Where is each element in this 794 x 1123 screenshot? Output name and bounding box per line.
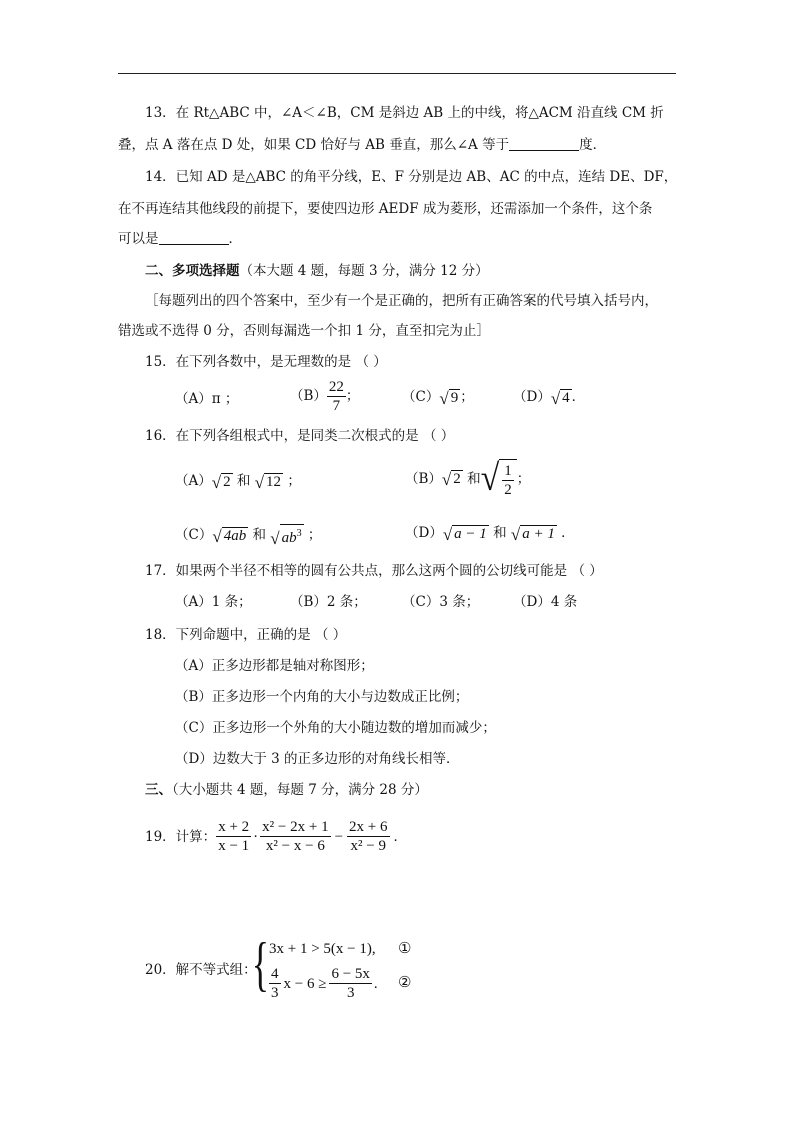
q16-a-and: 和 [236,473,251,489]
q17-stem: 17．如果两个半径不相等的圆有公共点，那么这两个圆的公切线可能是 （ ） [145,563,603,579]
q19-f3-numerator: 2x + 6 [349,819,388,835]
q16-c-sqrt-2: √ $ab^3$ [270,524,303,547]
q16-b-and: 和 [467,471,481,487]
q13-line-2 [118,136,678,154]
q16-d-radicand-2: a + 1 [522,525,555,542]
q19-f2-numerator: x² − 2x + 1 [262,819,329,835]
q14-end: ． [228,231,242,247]
q16-c-end: ； [307,527,322,543]
q16-b-label: （B） [405,471,442,487]
q16-c-and: 和 [252,527,266,543]
header-rule [118,73,676,74]
q16-a-radicand-1: 2 [223,473,231,490]
q19-label: 19．计算： [145,828,217,845]
q16-option-a[interactable] [175,472,301,491]
section-3-title: 三、 [145,782,172,798]
q17-option-b[interactable]: （B）2 条； [290,594,367,610]
q19-fraction-3 [347,818,389,855]
q15-stem: 15．在下列各数中，是无理数的是 （ ） [145,354,387,370]
q16-d-label: （D） [405,525,443,541]
q16-option-c[interactable] [175,524,321,547]
q18-option-b[interactable]: （B）正多边形一个内角的大小与边数成正比例； [175,689,469,705]
q16-a-radicand-2: 12 [266,473,282,490]
q13-line-1: 13．在 Rt△ABC 中，∠A＜∠B，CM 是斜边 AB 上的中线，将△ACM 沿直线 CM 折 [145,105,664,121]
q15-d-sqrt: √ 4 [550,388,570,408]
q20-end: . [373,975,378,992]
q15-c-radicand: 9 [450,389,459,406]
q16-b-end: ； [516,471,531,487]
section-2-title: 二、多项选择题 [145,263,240,279]
q16-c-radicand-2: ab [281,530,297,546]
q20-mark-2: ② [398,975,412,991]
q18-stem: 18．下列命题中，正确的是 （ ） [145,627,347,643]
q16-a-sqrt-2: √ 12 [254,472,282,492]
q15-d-radicand: 4 [562,389,570,406]
q18-option-c[interactable]: （C）正多边形一个外角的大小随边数的增加而减少； [175,720,496,736]
q16-a-sqrt-1: √ 2 [211,472,231,492]
q20-inequality-2 [269,965,378,1002]
q13-answer-blank[interactable] [509,136,579,151]
q13-unit: 度． [579,137,607,153]
q16-option-d[interactable] [405,524,575,543]
q20-mark-1: ① [398,941,412,957]
q16-c-label: （C） [175,527,213,543]
q19-expression [145,818,407,855]
q16-c-exponent: 3 [296,528,302,539]
q19-end: ． [393,828,408,845]
q20-brace: { [251,931,270,997]
q14-line-2: 在不再连结其他线段的前提下，要使四边形 AEDF 成为菱形，还需添加一个条件，这个条 [118,201,653,217]
q20-frac-left [269,965,281,1002]
q15-c-end: ； [460,389,474,405]
q16-d-and: 和 [493,525,507,541]
q20-frac-right [329,965,371,1002]
q14-line-3 [118,230,678,248]
q16-a-end: ； [287,473,301,489]
q16-d-sqrt-1: √ a − 1 [442,524,487,544]
section-2-heading [145,262,705,280]
q16-a-label: （A） [175,473,212,489]
q15-b-denominator: 7 [332,398,341,414]
q19-fraction-2 [260,818,330,855]
q19-f1-numerator: x + 2 [218,819,250,835]
q16-b-numerator: 1 [504,463,512,479]
q15-d-label: （D） [513,389,551,405]
q20-middle: x − 6 ≥ [283,975,327,992]
q20-left-numerator: 4 [271,966,279,982]
q19-dot: · [253,828,259,845]
q19-f3-denominator: x² − 9 [350,838,387,854]
q17-option-d[interactable]: （D）4 条 [513,594,578,610]
q20-label: 20．解不等式组： [145,962,257,978]
q20-left-denominator: 3 [271,985,279,1001]
q16-d-sqrt-2: √ a + 1 [510,524,555,544]
q17-option-c[interactable]: （C）3 条； [402,594,480,610]
q16-d-radicand-1: a − 1 [454,525,487,542]
q14-text: 可以是 [118,231,159,247]
q15-b-end: ； [345,388,360,404]
q19-fraction-1 [216,818,251,855]
q16-b-sqrt-1: √ 2 [441,470,461,489]
q13-text: 叠，点 A 落在点 D 处，如果 CD 恰好与 AB 垂直，那么∠A 等于 [118,137,510,153]
section-2-instruction-1: ［每题列出的四个答案中，至少有一个是正确的，把所有正确答案的代号填入括号内， [145,293,658,309]
section-2-instruction-2: 错选或不选得 0 分，否则每漏选一个扣 1 分，直至扣完为止］ [118,323,490,339]
q15-c-label: （C） [402,389,440,405]
q15-option-d[interactable] [513,388,585,407]
q16-b-radicand-1: 2 [453,471,461,487]
section-3-heading [145,781,705,799]
q16-option-b[interactable] [405,459,530,499]
q15-b-numerator: 22 [328,379,344,395]
q15-option-b[interactable] [290,378,359,415]
q20-right-numerator: 6 − 5x [331,966,370,982]
q19-f1-denominator: x − 1 [218,838,250,854]
q16-stem: 16．在下列各组根式中，是同类二次根式的是 （ ） [145,428,455,444]
q16-c-radicand-1: 4ab [223,527,247,544]
q15-option-a[interactable]: （A）π ； [175,391,239,407]
q20-inequality-1: 3x + 1 > 5(x − 1), [269,941,376,957]
q16-d-end: ． [561,525,575,541]
q19-f2-denominator: x² − x − 6 [265,838,325,854]
q15-b-label: （B） [290,388,327,404]
section-2-info: （本大题 4 题，每题 3 分，满分 12 分） [239,263,489,279]
q15-c-sqrt: √ 9 [439,388,459,408]
q19-minus: − [334,828,344,845]
q17-option-a[interactable]: （A）1 条； [175,594,252,610]
q14-answer-blank[interactable] [159,230,229,245]
q18-option-a[interactable]: （A）正多边形都是轴对称图形； [175,658,374,674]
q16-b-sqrt-2: √ $\frac{1}{2}$ [481,459,517,499]
q15-d-end: ． [571,389,586,405]
q18-option-d[interactable]: （D）边数大于 3 的正多边形的对角线长相等． [175,751,460,767]
q15-b-fraction [327,378,346,415]
q14-line-1: 14．已知 AD 是△ABC 的角平分线，E、F 分别是边 AB、AC 的中点，连结 DE、DF， [145,169,678,185]
q16-b-fraction [502,462,514,499]
section-3-info: （大小题共 4 题，每题 7 分，满分 28 分） [172,782,428,798]
q20-right-denominator: 3 [346,985,355,1001]
q15-option-c[interactable] [402,388,474,407]
q16-b-denominator: 2 [504,482,512,498]
q16-c-sqrt-1: √ 4ab [212,526,247,546]
